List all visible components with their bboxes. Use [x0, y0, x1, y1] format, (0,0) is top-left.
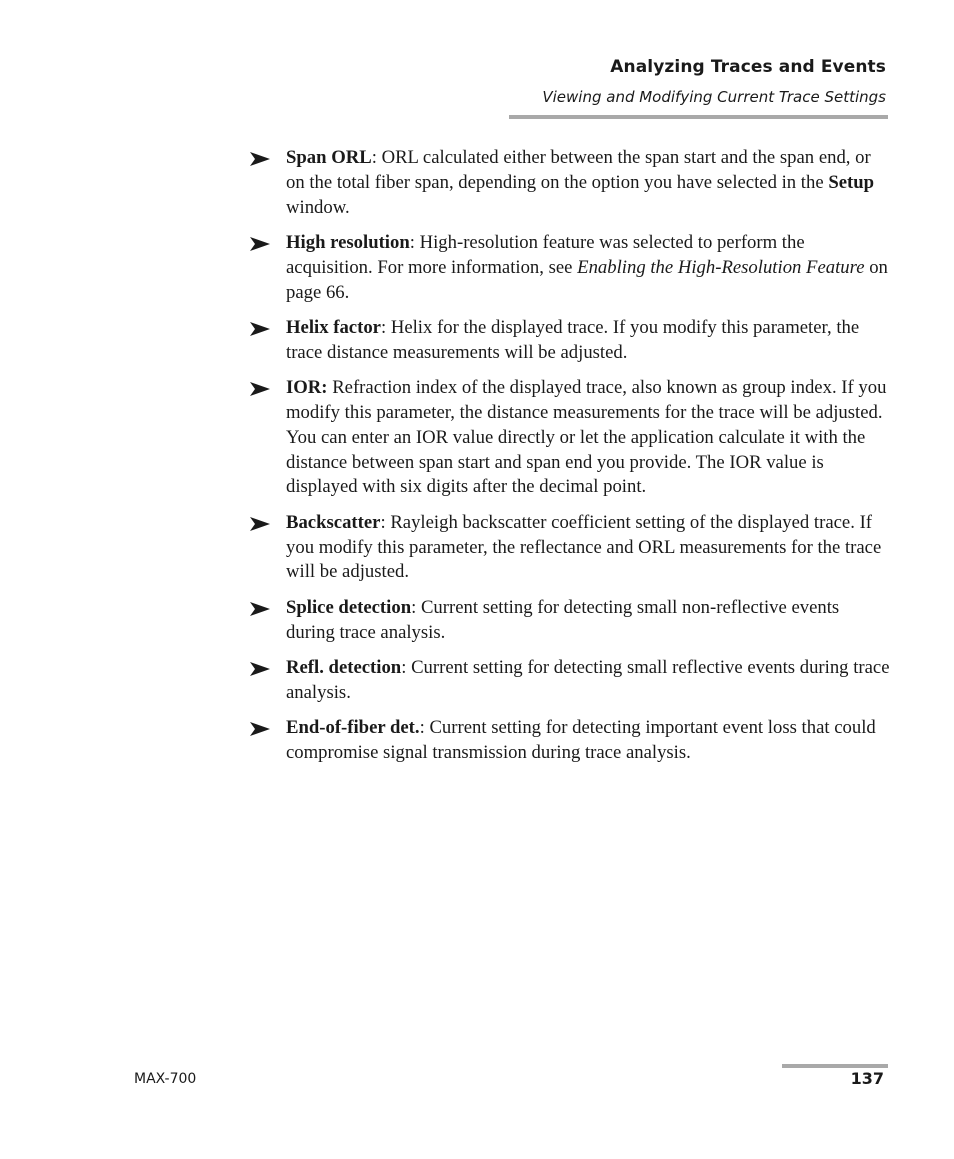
list-item-splice-detection [250, 596, 890, 646]
item-description: : Current setting for detecting small reflective events during trace analysis. [286, 656, 890, 703]
item-term: IOR: [286, 377, 328, 399]
cross-reference-link[interactable]: Enabling the High-Resolution Feature [577, 256, 865, 278]
item-term: High resolution [286, 231, 410, 253]
item-description: : Helix for the displayed trace. If you modify this parameter, the trace distance measurements will be adjusted. [286, 316, 860, 363]
setup-window-name: Setup [828, 171, 875, 193]
item-description: Refraction index of the displayed trace, also known as group index. If you modify this parameter, the distance measurements for the trace will be adjusted. You can enter an IOR value directly or let the application calculate it with the distance between span start and span end you provide. The IOR value is displayed with six digits after the decimal point. [286, 377, 887, 498]
list-item-ior [250, 376, 890, 500]
arrowhead-bullet-icon [250, 237, 270, 251]
list-item-end-of-fiber [250, 716, 890, 766]
settings-list [250, 146, 890, 776]
item-term: Backscatter [286, 511, 381, 533]
arrowhead-bullet-icon [250, 152, 270, 166]
list-item-backscatter [250, 511, 890, 585]
item-term: Span ORL [286, 147, 372, 168]
arrowhead-bullet-icon [250, 382, 270, 396]
item-description-end: window. [286, 196, 350, 218]
arrowhead-bullet-icon [250, 322, 270, 336]
item-term: Splice detection [286, 596, 412, 618]
list-item-helix-factor [250, 316, 890, 366]
item-term: End-of-fiber det. [286, 717, 420, 739]
item-description: : Current setting for detecting small non-reflective events during trace analysis. [286, 596, 840, 643]
arrowhead-bullet-icon [250, 662, 270, 676]
list-item-high-resolution [250, 231, 890, 305]
item-description: : Rayleigh backscatter coefficient setting of the displayed trace. If you modify this parameter, the reflectance and ORL measurements for the trace will be adjusted. [286, 511, 882, 583]
product-name: MAX-700 [134, 1071, 197, 1087]
item-term: Helix factor [286, 316, 381, 338]
arrowhead-bullet-icon [250, 517, 270, 531]
item-description: : Current setting for detecting important event loss that could compromise signal transmission during trace analysis. [286, 717, 876, 763]
footer-rule [782, 1064, 888, 1068]
chapter-title: Analyzing Traces and Events [610, 57, 886, 77]
arrowhead-bullet-icon [250, 722, 270, 736]
list-item-span-orl [250, 146, 890, 220]
arrowhead-bullet-icon [250, 602, 270, 616]
section-subtitle: Viewing and Modifying Current Trace Settings [542, 88, 886, 106]
list-item-refl-detection [250, 656, 890, 706]
item-description: : ORL calculated either between the span start and the span end, or on the total fiber span, depending on the option you have selected in the [286, 147, 871, 193]
page-number: 137 [850, 1069, 884, 1088]
header-rule [509, 115, 888, 119]
item-description: : High-resolution feature was selected to perform the acquisition. For more information, see [286, 231, 805, 278]
item-term: Refl. detection [286, 656, 402, 678]
item-description-end: on page 66. [286, 256, 888, 303]
